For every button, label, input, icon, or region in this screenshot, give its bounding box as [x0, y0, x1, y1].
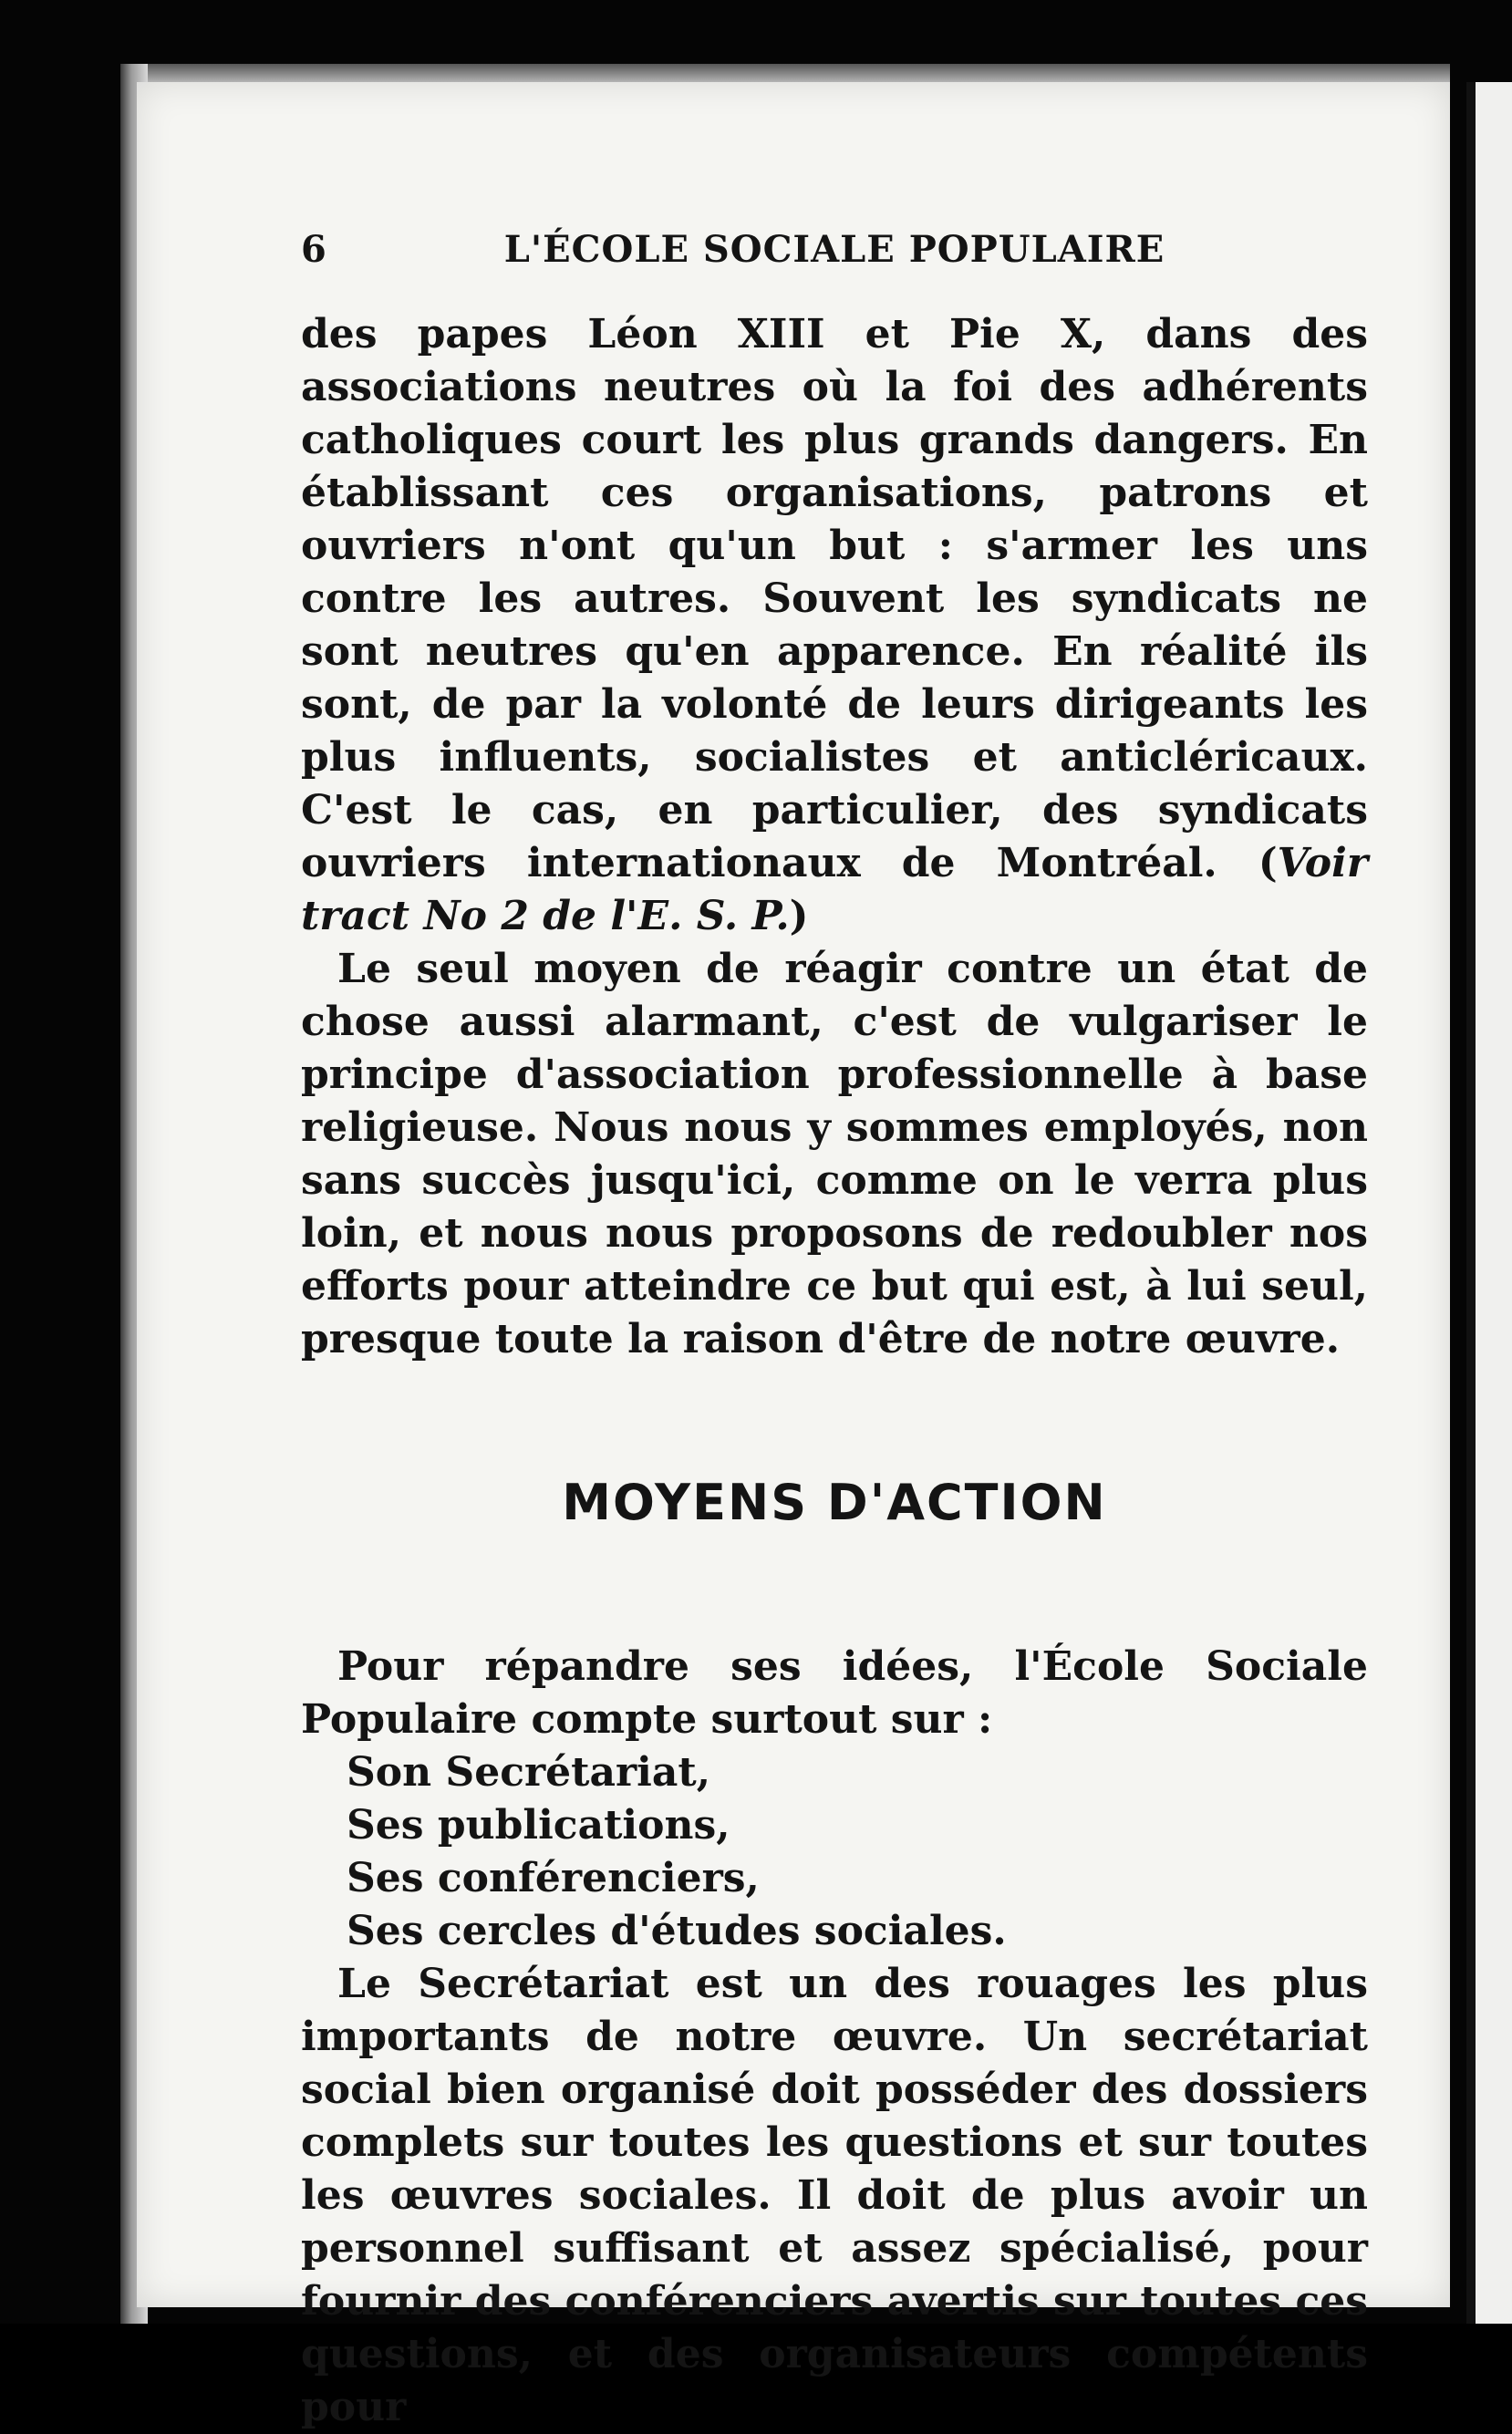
means-item-lecturers: Ses conférenciers, [347, 1855, 760, 1901]
paragraph-1-text: des papes Léon XIII et Pie X, dans des associations neutres où la foi des adhérents catholiques court les plus grands dangers. En établissant ces organisations, patrons et ouvriers n'ont qu'un but : s'armer les uns contre les autres. Souvent les syndicats ne sont neutres qu'en apparence. En réalité ils sont, de par la volonté de leurs dirigeants les plus influents, socialistes et anticléricaux. C'est le cas, en particulier, des syndicats ouvriers internationaux de Montréal. ( [301, 311, 1368, 886]
running-title: L'ÉCOLE SOCIALE POPULAIRE [503, 228, 1165, 271]
paragraph-4: Le Secrétariat est un des rouages les plus importants de notre œuvre. Un secrétariat social bien organisé doit posséder des dossiers complets sur toutes les questions et sur toutes les œuvres sociales. Il doit de plus avoir un personnel suffisant et assez spécialisé, pour fournir des conférenciers avertis sur toutes ces questions, et des organisateurs compétents pour [301, 1961, 1368, 2430]
means-item-study-circles: Ses cercles d'études sociales. [347, 1908, 1007, 1954]
paragraph-3: Pour répandre ses idées, l'École Sociale Populaire compte surtout sur : [301, 1643, 1368, 1743]
means-item-publications: Ses publications, [347, 1802, 730, 1849]
paragraph-1-close: ) [789, 893, 809, 939]
paragraph-1 [301, 308, 1368, 943]
section-heading: MOYENS D'ACTION [562, 1474, 1107, 1531]
page-number: 6 [301, 228, 327, 271]
running-head [301, 228, 1368, 292]
means-item-secretariat: Son Secrétariat, [347, 1749, 711, 1796]
next-page-edge [1466, 82, 1512, 2324]
paragraph-2: Le seul moyen de réagir contre un état de chose aussi alarmant, c'est de vulgariser le principe d'association professionnelle à base religieuse. Nous nous y sommes employés, non sans succès jusqu'ici, comme on le verra plus loin, et nous nous proposons de redoubler nos efforts pour atteindre ce but qui est, à lui seul, presque toute la raison d'être de notre œuvre. [301, 946, 1368, 1362]
means-list [301, 1746, 1368, 1958]
paragraph-1-reference: Voir tract No 2 de l'E. S. P. [301, 840, 1368, 939]
page-content [301, 228, 1368, 2434]
